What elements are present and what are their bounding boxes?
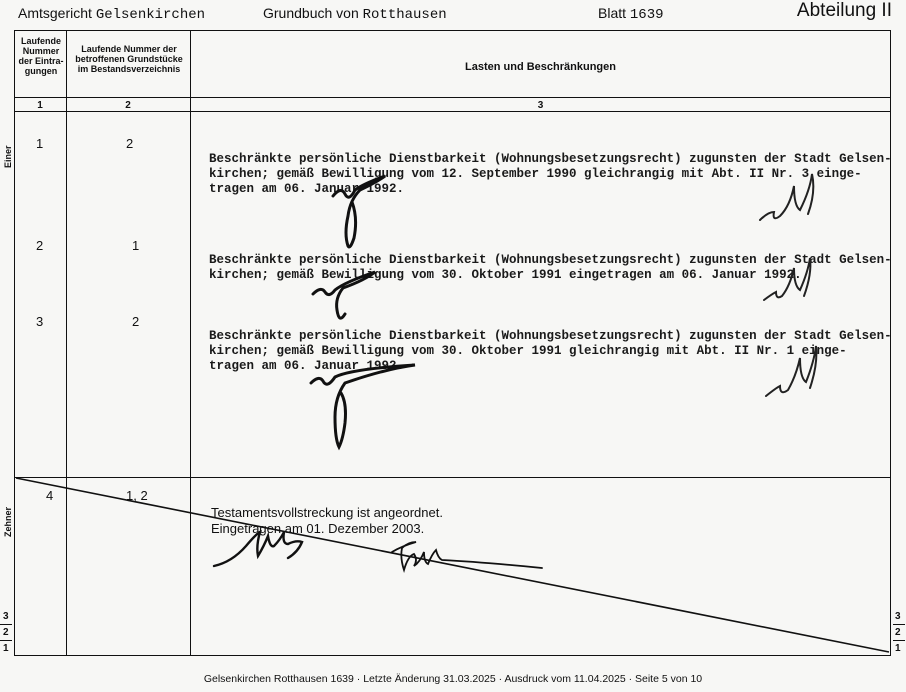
entry-1-line: tragen am 06. Januar 1992. — [209, 182, 405, 196]
entry-2-plots: 1 — [132, 238, 140, 253]
signature-icon — [313, 272, 375, 318]
entry-2-nr: 2 — [36, 238, 44, 253]
entry-2-line: Beschränkte persönliche Dienstbarkeit (Wohnungsbesetzungsrecht) zugunsten der Stadt Gelsen- — [209, 253, 892, 267]
sheet-value: 1639 — [629, 7, 664, 23]
entry-3-line: Beschränkte persönliche Dienstbarkeit (Wohnungsbesetzungsrecht) zugunsten der Stadt Gelsen- — [209, 329, 892, 343]
col2-head: Laufende Nummer der betroffenen Grundstücke im Bestandsverzeichnis — [75, 44, 183, 74]
entry-3-line: kirchen; gemäß Bewilligung vom 30. Oktober 1991 gleichrangig mit Abt. II Nr. 1 einge- — [209, 344, 847, 358]
sheet-label: Blatt — [598, 5, 627, 21]
register-value: Rotthausen — [362, 7, 447, 23]
entry-1-line: Beschränkte persönliche Dienstbarkeit (Wohnungsbesetzungsrecht) zugunsten der Stadt Gelsen- — [209, 152, 892, 166]
entry-4-line: Testamentsvollstreckung ist angeordnet. — [211, 505, 443, 520]
entry-4-plots: 1, 2 — [126, 488, 148, 503]
entry-3-plots: 2 — [132, 314, 140, 329]
col2-number: 2 — [125, 100, 131, 111]
register-label: Grundbuch von — [263, 5, 359, 21]
entry-3-nr: 3 — [36, 314, 44, 329]
side-label-lower: Zehner — [3, 506, 13, 537]
section-title: Abteilung II — [796, 0, 892, 21]
entry-1-line: kirchen; gemäß Bewilligung vom 12. September 1990 gleichrangig mit Abt. II Nr. 3 einge- — [209, 167, 862, 181]
side-number-left-3: 3 — [3, 611, 9, 622]
signature-icon — [760, 174, 813, 220]
col1-number: 1 — [37, 100, 43, 111]
signature-icon — [766, 346, 816, 396]
side-number-left-1: 1 — [3, 643, 9, 654]
side-number-right-3: 3 — [895, 611, 901, 622]
col1-head: Laufende Nummer der Eintra-gungen — [18, 36, 64, 76]
entry-3-line: tragen am 06. Januar 1992. — [209, 359, 405, 373]
side-label-upper: Einer — [3, 145, 13, 168]
col3-head: Lasten und Beschränkungen — [465, 61, 616, 73]
entry-2-line: kirchen; gemäß Bewilligung vom 30. Oktober 1991 eingetragen am 06. Januar 1992. — [209, 268, 802, 282]
entry-4-line: Eingetragen am 01. Dezember 2003. — [211, 521, 425, 536]
signature-icon — [214, 532, 302, 566]
court-value: Gelsenkirchen — [95, 7, 206, 23]
col3-number: 3 — [537, 100, 544, 111]
signature-icon — [764, 258, 810, 300]
cancellation-line — [16, 478, 889, 652]
side-number-right-1: 1 — [895, 643, 901, 654]
signature-icon — [311, 365, 415, 447]
entry-4-nr: 4 — [46, 488, 54, 503]
signature-icon — [333, 176, 385, 247]
page-footer: Gelsenkirchen Rotthausen 1639 · Letzte Änderung 31.03.2025 · Ausdruck vom 11.04.2025 · Seite 5 von 10 — [203, 673, 703, 685]
entry-1-nr: 1 — [36, 136, 44, 151]
court-label: Amtsgericht — [18, 5, 92, 21]
side-number-right-2: 2 — [895, 627, 901, 638]
entry-1-plots: 2 — [126, 136, 134, 151]
side-number-left-2: 2 — [3, 627, 9, 638]
signature-icon — [392, 542, 542, 570]
